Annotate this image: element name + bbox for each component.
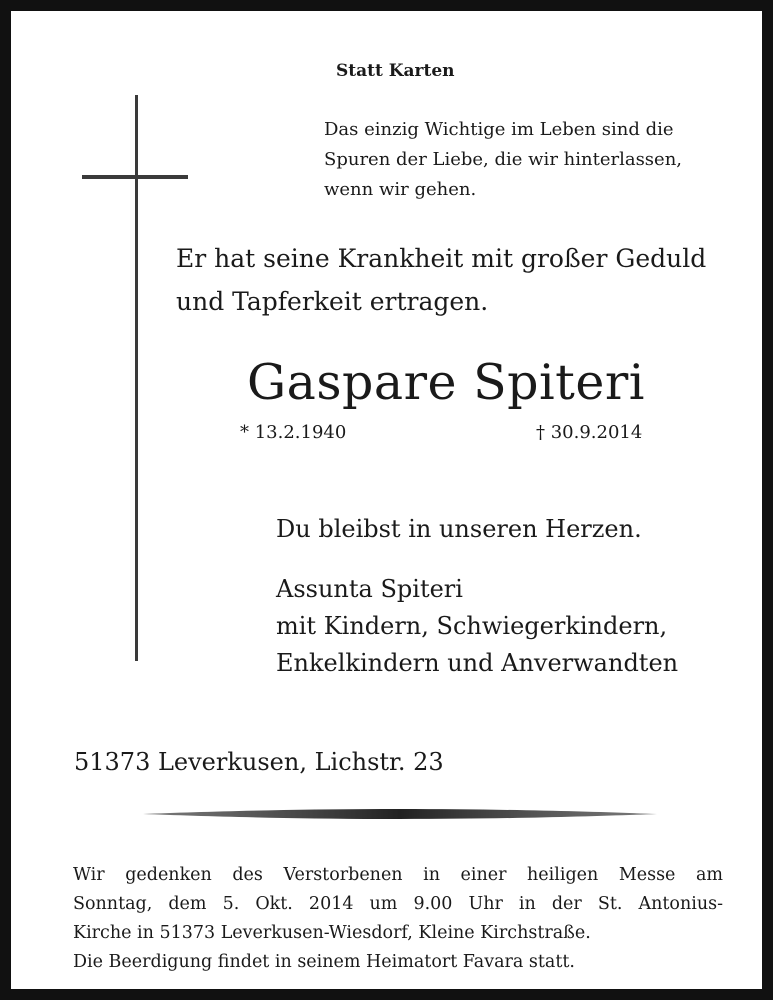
notice-text bbox=[73, 861, 723, 977]
birth-date: * 13.2.1940 bbox=[240, 422, 347, 443]
cross-vertical-bar bbox=[135, 95, 138, 661]
tribute-text bbox=[176, 237, 706, 323]
mourners-block bbox=[276, 571, 678, 682]
cross-horizontal-bar bbox=[82, 175, 188, 179]
quote-line: Spuren der Liebe, die wir hinterlassen, bbox=[324, 149, 683, 170]
address: 51373 Leverkusen, Lichstr. 23 bbox=[74, 748, 444, 776]
divider-stroke bbox=[143, 808, 657, 820]
death-date: † 30.9.2014 bbox=[536, 422, 643, 443]
tribute-line: Er hat seine Krankheit mit großer Geduld bbox=[176, 244, 707, 273]
mourner-line: Enkelkindern und Anverwandten bbox=[276, 649, 679, 677]
notice-line: Die Beerdigung findet in seinem Heimatort Favara statt. bbox=[73, 952, 575, 972]
quote-line: wenn wir gehen. bbox=[324, 179, 477, 200]
motto: Du bleibst in unseren Herzen. bbox=[276, 515, 642, 543]
header-statt-karten: Statt Karten bbox=[336, 61, 455, 81]
notice-line: Sonntag, dem 5. Okt. 2014 um 9.00 Uhr in der St. Antonius- bbox=[73, 894, 723, 914]
notice-line: Kirche in 51373 Leverkusen-Wiesdorf, Kleine Kirchstraße. bbox=[73, 923, 591, 943]
quote-block bbox=[324, 115, 682, 205]
mourner-line: Assunta Spiteri bbox=[276, 575, 463, 603]
mourner-line: mit Kindern, Schwiegerkindern, bbox=[276, 612, 668, 640]
deceased-name: Gaspare Spiteri bbox=[247, 354, 645, 411]
quote-line: Das einzig Wichtige im Leben sind die bbox=[324, 119, 674, 140]
notice-line: Wir gedenken des Verstorbenen in einer heiligen Messe am bbox=[73, 865, 723, 885]
tribute-line: und Tapferkeit ertragen. bbox=[176, 287, 489, 316]
